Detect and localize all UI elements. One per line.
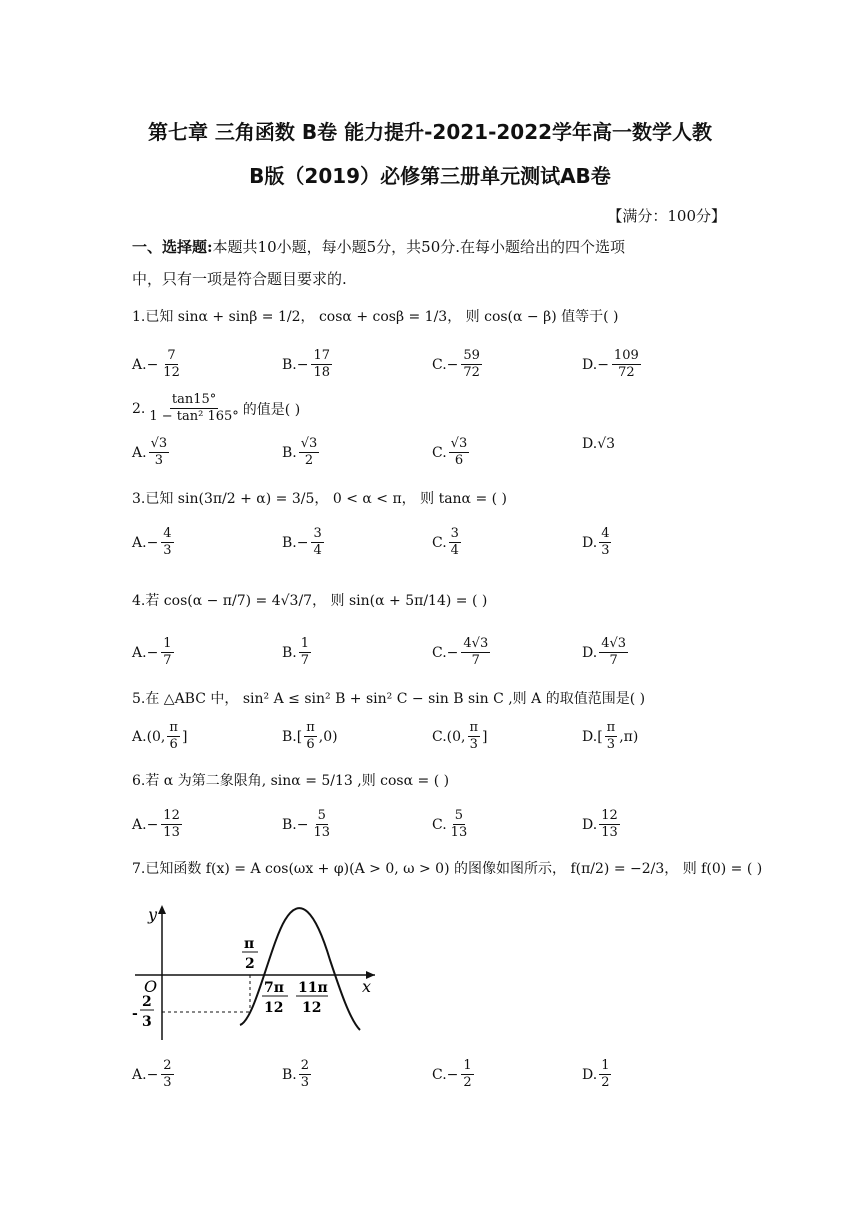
option-fraction	[304, 720, 317, 753]
option-fraction	[605, 720, 618, 753]
option-fraction	[599, 808, 620, 841]
option-denominator: 7	[300, 653, 310, 668]
option-denominator: 2	[463, 1075, 472, 1090]
question-6-option-b	[282, 808, 334, 841]
option-fraction	[161, 636, 173, 669]
option-numerator: 4	[601, 526, 610, 541]
option-fraction	[167, 720, 180, 753]
option-numerator: 1	[163, 636, 172, 651]
option-label: C.	[432, 1066, 447, 1083]
option-fraction	[311, 808, 332, 841]
option-fraction	[461, 636, 490, 669]
question-5-option-b	[282, 720, 338, 753]
question-4-option-a	[132, 636, 176, 669]
option-denominator: 7	[609, 653, 618, 668]
option-numerator: 12	[163, 808, 180, 823]
option-numerator: 7	[167, 348, 176, 363]
option-label: A.	[132, 534, 147, 551]
section-head: 一、选择题:	[132, 238, 213, 256]
option-fraction	[299, 636, 311, 669]
option-denominator: 4	[450, 543, 459, 558]
question-5-option-c	[432, 720, 488, 753]
section-text1: 本题共10小题，每小题5分，共50分.在每小题给出的四个选项	[212, 238, 626, 256]
option-denominator: 6	[454, 453, 464, 468]
option-label: D.	[582, 436, 598, 452]
x-label: x	[362, 977, 372, 996]
question-7-option-c	[432, 1058, 476, 1091]
question-4-option-d	[582, 636, 630, 669]
option-sign: −	[296, 356, 309, 373]
option-label: A.	[132, 644, 147, 661]
question-2-option-d	[582, 436, 615, 452]
option-numerator: π	[469, 720, 479, 735]
option-denominator: 7	[471, 653, 480, 668]
section-text2: 中，只有一项是符合题目要求的.	[132, 270, 347, 288]
question-5-option-d	[582, 720, 638, 753]
question-2-option-c	[432, 436, 471, 469]
option-numerator: 3	[313, 526, 322, 541]
option-label: A.	[132, 816, 147, 833]
option-label: C.	[432, 444, 447, 461]
question-7-option-d	[582, 1058, 613, 1091]
y-label: y	[148, 905, 158, 924]
option-numerator: 2	[300, 1058, 310, 1073]
option-numerator: 4√3	[601, 636, 627, 651]
option-sign: −	[146, 644, 159, 661]
option-sign: −	[446, 356, 459, 373]
question-1-stem: 1.已知 sinα + sinβ = 1/2， cosα + cosβ = 1/3， 则 cos(α − β) 值等于( )	[132, 309, 619, 325]
option-label: C.	[432, 644, 447, 661]
question-2-option-b	[282, 436, 321, 469]
option-denominator: 7	[163, 653, 172, 668]
option-label: C.	[432, 728, 447, 745]
question-4-option-c	[432, 636, 492, 669]
option-label: B.	[282, 356, 297, 373]
question-5-option-a	[132, 720, 187, 753]
option-prefix: (0,	[446, 728, 466, 745]
question-2-stem	[132, 392, 732, 425]
option-label: A.	[132, 1066, 147, 1083]
question-3-stem: 3.已知 sin(3π/2 + α) = 3/5， 0 < α < π， 则 tanα = ( )	[132, 491, 508, 507]
option-numerator: π	[306, 720, 315, 735]
option-label: D.	[582, 816, 598, 833]
question-6-stem: 6.若 α 为第二象限角, sinα = 5/13 ,则 cosα = ( )	[132, 773, 450, 789]
option-label: D.	[582, 356, 598, 373]
option-denominator: 13	[450, 825, 468, 840]
option-numerator: 1	[601, 1058, 610, 1073]
q2-prefix: 2.	[132, 400, 146, 417]
option-denominator: 18	[313, 365, 331, 380]
option-label: B.	[282, 1066, 297, 1083]
q2-den: 1 − tan² 165°	[149, 409, 239, 424]
m-den: 3	[142, 1014, 152, 1030]
option-fraction	[612, 348, 641, 381]
option-denominator: 72	[618, 365, 635, 380]
question-6-option-d	[582, 808, 622, 841]
option-fraction	[161, 348, 182, 381]
option-fraction	[311, 526, 323, 559]
option-numerator: 4√3	[463, 636, 489, 651]
option-label: B.	[282, 444, 297, 461]
pi2-den: 2	[245, 956, 255, 972]
option-label: C.	[432, 816, 447, 833]
option-denominator: 3	[601, 543, 610, 558]
q2-suffix: 的值是( )	[242, 401, 301, 418]
option-prefix: [	[597, 728, 603, 745]
option-fraction	[599, 526, 611, 559]
option-numerator: 5	[454, 808, 464, 823]
option-denominator: 3	[163, 1075, 172, 1090]
option-numerator: π	[606, 720, 616, 735]
option-label: C.	[432, 356, 447, 373]
option-label: B.	[282, 644, 297, 661]
option-label: D.	[582, 644, 598, 661]
option-fraction	[299, 436, 320, 469]
option-numerator: 109	[613, 348, 639, 363]
option-sign: −	[296, 816, 309, 833]
question-6-option-c	[432, 808, 471, 841]
q2-fraction	[147, 392, 240, 425]
option-denominator: 13	[313, 825, 331, 840]
question-2-option-a	[132, 436, 171, 469]
b-den: 12	[302, 1000, 322, 1016]
a-den: 12	[264, 1000, 284, 1016]
option-fraction	[311, 348, 332, 381]
option-suffix: ,0)	[318, 728, 338, 745]
question-3-option-d	[582, 526, 613, 559]
option-numerator: 12	[601, 808, 618, 823]
option-denominator: 3	[300, 1075, 310, 1090]
option-denominator: 3	[154, 453, 163, 468]
option-label: B.	[282, 816, 297, 833]
option-label: A.	[132, 728, 147, 745]
option-numerator: 3	[450, 526, 459, 541]
option-fraction	[149, 436, 170, 469]
cosine-curve	[240, 908, 360, 1030]
option-text: √3	[597, 436, 616, 452]
option-sign: −	[146, 1066, 159, 1083]
option-sign: −	[597, 356, 609, 373]
option-fraction	[161, 526, 173, 559]
option-numerator: √3	[300, 436, 318, 451]
doc-title-line2: B版（2019）必修第三册单元测试AB卷	[249, 164, 611, 188]
question-7-option-a	[132, 1058, 176, 1091]
option-sign: −	[446, 1066, 459, 1083]
question-7-option-b	[282, 1058, 313, 1091]
option-fraction	[161, 1058, 173, 1091]
option-denominator: 4	[313, 543, 322, 558]
option-fraction	[449, 526, 461, 559]
option-denominator: 13	[601, 825, 618, 840]
option-numerator: √3	[450, 436, 468, 451]
option-fraction	[599, 1058, 611, 1091]
option-fraction	[461, 1058, 473, 1091]
question-4-option-b	[282, 636, 313, 669]
option-numerator: 17	[313, 348, 331, 363]
m-sign: -	[132, 1006, 138, 1022]
option-fraction	[161, 808, 182, 841]
pi2-num: π	[244, 936, 255, 952]
question-1-option-c	[432, 348, 484, 381]
m-num: 2	[142, 994, 152, 1010]
option-sign: −	[446, 644, 459, 661]
question-1-option-a	[132, 348, 184, 381]
option-numerator: 4	[163, 526, 172, 541]
a-num: 7π	[264, 980, 284, 996]
option-denominator: 2	[601, 1075, 610, 1090]
option-numerator: 5	[317, 808, 326, 823]
option-numerator: 1	[300, 636, 310, 651]
option-numerator: 59	[463, 348, 480, 363]
option-fraction	[299, 1058, 311, 1091]
origin-label: O	[144, 977, 158, 996]
option-suffix: ]	[181, 728, 188, 745]
question-1-option-d	[582, 348, 643, 381]
question-1-option-b	[282, 348, 334, 381]
question-3-option-b	[282, 526, 326, 559]
option-denominator: 2	[304, 453, 314, 468]
option-denominator: 3	[163, 543, 172, 558]
question-3-option-a	[132, 526, 176, 559]
option-denominator: 3	[606, 737, 616, 752]
option-fraction	[461, 348, 482, 381]
option-label: C.	[432, 534, 447, 551]
option-label: B.	[282, 534, 297, 551]
score-note: 【满分：100分】	[607, 207, 726, 225]
option-sign: −	[146, 534, 159, 551]
option-fraction	[449, 808, 470, 841]
option-label: D.	[582, 728, 598, 745]
option-label: D.	[582, 534, 598, 551]
function-graph	[130, 900, 380, 1045]
option-denominator: 12	[163, 365, 180, 380]
y-axis-arrow	[158, 905, 166, 914]
question-5-stem: 5.在 △ABC 中， sin² A ≤ sin² B + sin² C − sin B sin C ,则 A 的取值范围是( )	[132, 691, 646, 707]
option-suffix: ,π)	[619, 728, 639, 745]
question-3-option-c	[432, 526, 463, 559]
option-fraction	[468, 720, 481, 753]
option-denominator: 6	[306, 737, 315, 752]
doc-title-line1: 第七章 三角函数 B卷 能力提升-2021-2022学年高一数学人教	[147, 120, 713, 144]
option-sign: −	[296, 534, 309, 551]
option-denominator: 3	[469, 737, 478, 752]
q2-num: tan15°	[171, 392, 217, 407]
option-label: A.	[132, 444, 147, 461]
option-prefix: [	[296, 728, 303, 745]
option-label: A.	[132, 356, 147, 373]
question-7-stem: 7.已知函数 f(x) = A cos(ωx + φ)(A > 0, ω > 0) 的图像如图所示， f(π/2) = −2/3， 则 f(0) = ( )	[132, 861, 763, 877]
option-denominator: 6	[169, 737, 178, 752]
option-sign: −	[146, 816, 159, 833]
question-6-option-a	[132, 808, 184, 841]
option-fraction	[449, 436, 470, 469]
option-sign: −	[146, 356, 159, 373]
option-prefix: (0,	[146, 728, 166, 745]
option-numerator: π	[169, 720, 178, 735]
question-4-stem: 4.若 cos(α − π/7) = 4√3/7， 则 sin(α + 5π/14) = ( )	[132, 593, 488, 609]
option-suffix: ]	[482, 728, 488, 745]
option-numerator: 2	[163, 1058, 172, 1073]
option-label: D.	[582, 1066, 598, 1083]
option-denominator: 13	[163, 825, 180, 840]
section-intro	[132, 232, 732, 262]
b-num: 11π	[298, 980, 328, 996]
option-denominator: 72	[463, 365, 480, 380]
option-label: B.	[282, 728, 297, 745]
option-fraction	[599, 636, 628, 669]
option-numerator: √3	[150, 436, 168, 451]
option-numerator: 1	[463, 1058, 472, 1073]
